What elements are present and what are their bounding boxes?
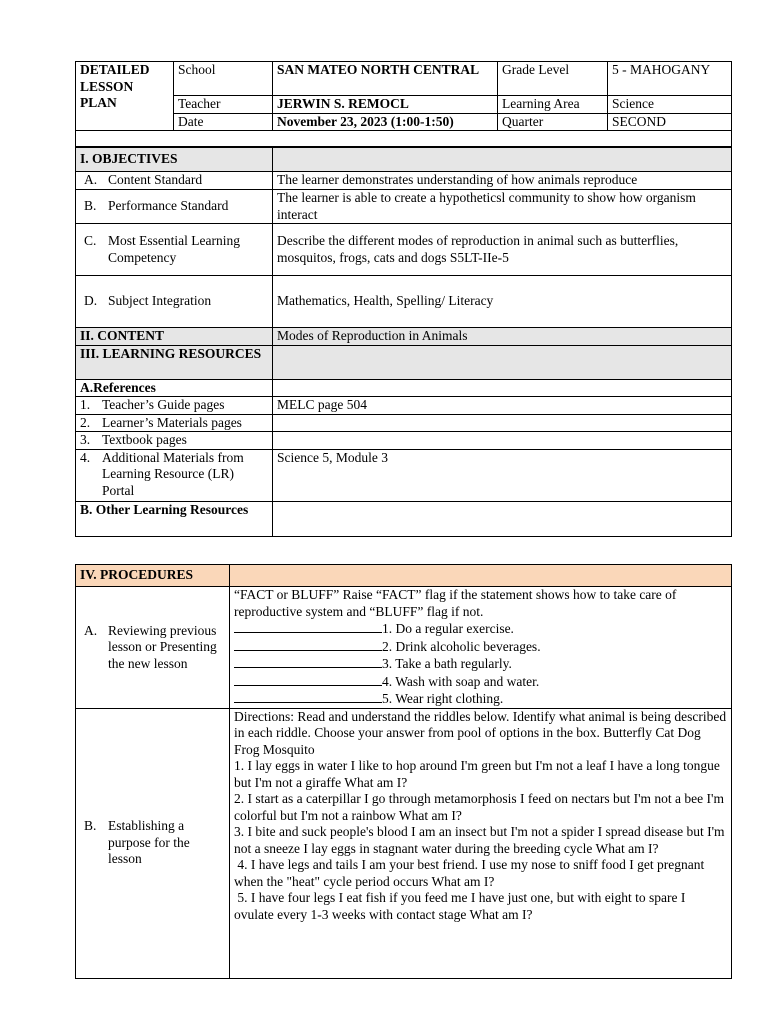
- content-standard-value: The learner demonstrates understanding of how animals reproduce: [273, 172, 732, 190]
- answer-blank: [234, 655, 382, 668]
- date-label: Date: [174, 113, 273, 131]
- melc-label: [76, 224, 273, 276]
- item-label: Additional Materials from Learning Resource (LR) Portal: [102, 449, 244, 498]
- item-letter: B.: [84, 818, 97, 834]
- item-number: 2.: [80, 414, 91, 430]
- teachers-guide-value: MELC page 504: [273, 397, 732, 415]
- item-letter: A.: [84, 622, 98, 638]
- spacer-row: [76, 131, 732, 147]
- fact-bluff-item: [234, 655, 727, 673]
- performance-standard-value: The learner is able to create a hypotheticsl community to show how organism interact: [273, 190, 732, 224]
- establishing-purpose-label: [76, 708, 230, 978]
- resources-heading-blank: [273, 345, 732, 379]
- quarter-value: SECOND: [608, 113, 732, 131]
- answer-blank: [234, 690, 382, 703]
- school-label: School: [174, 62, 273, 96]
- additional-materials-label: [76, 449, 273, 501]
- teacher-label: Teacher: [174, 96, 273, 114]
- item-letter: A.: [84, 172, 98, 187]
- learners-materials-label: [76, 414, 273, 432]
- document-title: DETAILED LESSON PLAN: [76, 62, 174, 131]
- riddle-directions: Directions: Read and understand the riddles below. Identify what animal is being described in each riddle. Choose your answer from pool of options in the box. Butterfly Cat Dog Frog Mosquito: [234, 708, 727, 757]
- date-value: November 23, 2023 (1:00-1:50): [273, 113, 498, 131]
- item-label: Reviewing previous lesson or Presenting the new lesson: [108, 622, 217, 671]
- item-label: Subject Integration: [108, 293, 212, 309]
- objectives-table: [75, 147, 732, 537]
- riddle-item: 5. I have four legs I eat fish if you feed me I have just one, but with eight to spare I ovulate every 1-3 weeks with contact stage What am I?: [234, 890, 689, 922]
- grade-label: Grade Level: [498, 62, 608, 96]
- textbook-pages-value: [273, 432, 732, 450]
- item-label: Content Standard: [108, 172, 203, 187]
- subject-integration-label: [76, 276, 273, 328]
- item-label: Textbook pages: [102, 432, 187, 447]
- item-label: Learner’s Materials pages: [102, 414, 242, 430]
- subject-integration-value: Mathematics, Health, Spelling/ Literacy: [273, 276, 732, 328]
- establishing-purpose-content: [230, 708, 732, 978]
- melc-value: Describe the different modes of reproduction in animal such as butterflies, mosquitos, frogs, cats and dogs S5LT-IIe-5: [273, 224, 732, 276]
- procedures-table: [75, 564, 732, 979]
- item-label: Performance Standard: [108, 198, 229, 214]
- fact-bluff-item: [234, 620, 727, 638]
- riddle-item: 1. I lay eggs in water I like to hop around I'm green but I'm not a leaf I have a long tongue but I'm not a giraffe What am I?: [234, 758, 720, 790]
- procedures-heading: IV. PROCEDURES: [76, 565, 230, 587]
- learners-materials-value: [273, 414, 732, 432]
- area-label: Learning Area: [498, 96, 608, 114]
- references-heading: A.References: [76, 379, 273, 397]
- item-letter: D.: [84, 293, 98, 309]
- performance-standard-label: [76, 190, 273, 224]
- procedures-heading-blank: [230, 565, 732, 587]
- content-standard-label: [76, 172, 273, 190]
- fact-bluff-text: 2. Drink alcoholic beverages.: [382, 638, 541, 654]
- content-heading: II. CONTENT: [76, 328, 273, 346]
- fact-bluff-text: 1. Do a regular exercise.: [382, 621, 514, 636]
- content-value: Modes of Reproduction in Animals: [273, 328, 732, 346]
- teachers-guide-label: [76, 397, 273, 415]
- teacher-value: JERWIN S. REMOCL: [273, 96, 498, 114]
- item-label: Establishing a purpose for the lesson: [108, 818, 190, 867]
- answer-blank: [234, 638, 382, 651]
- objectives-heading-blank: [273, 148, 732, 172]
- item-number: 3.: [80, 432, 91, 447]
- area-value: Science: [608, 96, 732, 114]
- fact-bluff-item: [234, 673, 727, 691]
- answer-blank: [234, 673, 382, 686]
- item-number: 4.: [80, 449, 91, 465]
- item-number: 1.: [80, 397, 91, 412]
- reviewing-lesson-content: [230, 587, 732, 709]
- textbook-pages-label: [76, 432, 273, 450]
- item-label: Most Essential Learning Competency: [108, 233, 240, 265]
- fact-bluff-intro: “FACT or BLUFF” Raise “FACT” flag if the statement shows how to take care of reproductive system and “BLUFF” flag if not.: [234, 587, 677, 619]
- riddle-item: 2. I start as a caterpillar I go through metamorphosis I feed on nectars but I'm not a bee I'm colorful but I'm not a rainbow What am I?: [234, 791, 724, 823]
- riddle-item: 3. I bite and suck people's blood I am an insect but I'm not a spider I spread disease but I'm not a sneeze I lay eggs in stagnant water during the breeding cycle What am I?: [234, 824, 725, 856]
- references-blank: [273, 379, 732, 397]
- fact-bluff-text: 3. Take a bath regularly.: [382, 656, 512, 671]
- fact-bluff-item: [234, 690, 727, 708]
- fact-bluff-text: 4. Wash with soap and water.: [382, 673, 540, 689]
- fact-bluff-item: [234, 638, 727, 656]
- header-table: [75, 61, 732, 147]
- quarter-label: Quarter: [498, 113, 608, 131]
- additional-materials-value: Science 5, Module 3: [273, 449, 732, 501]
- item-letter: B.: [84, 198, 97, 214]
- answer-blank: [234, 620, 382, 633]
- reviewing-lesson-label: [76, 587, 230, 709]
- objectives-heading: I. OBJECTIVES: [76, 148, 273, 172]
- other-resources-heading: B. Other Learning Resources: [76, 501, 273, 536]
- other-resources-blank: [273, 501, 732, 536]
- resources-heading: III. LEARNING RESOURCES: [76, 345, 273, 379]
- school-value: SAN MATEO NORTH CENTRAL: [273, 62, 498, 96]
- item-letter: C.: [84, 233, 97, 248]
- grade-value: 5 - MAHOGANY: [608, 62, 732, 96]
- item-label: Teacher’s Guide pages: [102, 397, 225, 412]
- fact-bluff-text: 5. Wear right clothing.: [382, 691, 504, 706]
- riddle-item: 4. I have legs and tails I am your best friend. I use my nose to sniff food I get pregnant when the "heat" cycle period occurs What am I?: [234, 857, 708, 889]
